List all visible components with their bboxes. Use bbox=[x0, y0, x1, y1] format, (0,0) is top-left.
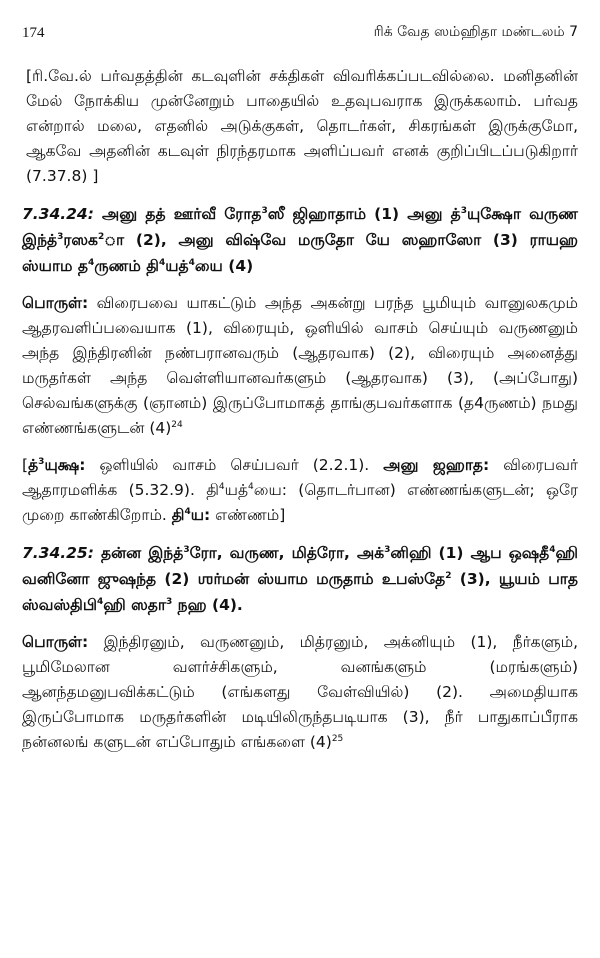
verse-number: 7.34.24: bbox=[22, 205, 94, 223]
meaning-label: பொருள்: bbox=[22, 633, 89, 651]
verse-text: ரோ, வருண, மித்ரோ, அக் bbox=[189, 544, 385, 562]
term-text: த் bbox=[28, 456, 39, 474]
verse-number: 7.34.25: bbox=[22, 544, 94, 562]
verse-text: அனு தத் ஊர்வீ ரோத bbox=[93, 205, 262, 223]
note-text: ஒளியில் வாசம் செய்பவர் (2.2.1). bbox=[85, 456, 384, 474]
superscript: 3 bbox=[460, 205, 467, 216]
verse-text: நஹ (4). bbox=[172, 596, 243, 614]
verse-text: ஸீ ஜிஹாதாம் (1) அனு த் bbox=[267, 205, 461, 223]
verse-text: ா (2), அனு விஷ்வே மருதோ யே ஸஹாஸோ (3) ராயஹ ஸ்யாம த bbox=[22, 231, 578, 275]
superscript: 3 bbox=[183, 544, 190, 555]
term bbox=[172, 506, 210, 524]
meaning-text: விரைபவை யாகட்டும் அந்த அகன்று பரந்த பூமியும் வானுலகமும் ஆதரவளிப்பவையாக (1), விரையும், ஒளியில் வாசம் செய்யும் வருணனும் அந்த இந்திரனின் நண்பரானவரும் (ஆதரவாக) (2), விரையும் அனைத்து மருதர்கள் அந்த வெள்ளியானவர்களும் (ஆதரவாக) (3), (அப்போது) செல்வங்களுக்கு (ஞானம்) இருப்போமாகத் தாங்குபவர்களாக (த4ருணம்) நமது எண்ணங்களுடன் (4) bbox=[22, 294, 578, 437]
superscript: 3 bbox=[57, 231, 64, 242]
superscript: 4 bbox=[218, 481, 225, 492]
verse-text: யத் bbox=[165, 257, 189, 275]
page-header bbox=[22, 20, 578, 46]
superscript: 2 bbox=[97, 231, 105, 242]
commentary-paragraph: [ரி.வே.ல் பர்வதத்தின் கடவுளின் சக்திகள் விவரிக்கப்படவில்லை. மனிதனின் மேல் நோக்கிய முன்னேறும் பாதையில் உதவுபவராக இருக்கலாம். பர்வத என்றால் மலை, எதனில் அடுக்குகள், தொடர்கள், சிகரங்கள் இருக்குமோ, ஆகவே அதனின் கடவுள் நிரந்தரமாக அளிப்பவர் எனக் குறிப்பிடப்படுகிறார் (7.37.8) ] bbox=[26, 67, 578, 185]
term-text: ய: bbox=[190, 506, 211, 524]
superscript: 4 bbox=[549, 544, 556, 555]
page-number: 174 bbox=[22, 24, 45, 41]
superscript: 4 bbox=[188, 257, 195, 268]
term: அனு ஜஹாத: bbox=[383, 456, 490, 474]
verse-text: (3), யூயம் பாத ஸ்வஸ்திபி bbox=[22, 570, 578, 614]
term bbox=[28, 456, 85, 474]
verse-text: யுக்ஷோ வருண இந்த் bbox=[22, 205, 578, 249]
verse-text: ரஸக bbox=[63, 231, 98, 249]
note-text: விரைபவர் ஆதாரமளிக்க (5.32.9). தி bbox=[22, 456, 579, 499]
page-body bbox=[22, 64, 578, 767]
verse-7-34-25 bbox=[22, 540, 578, 618]
note-text: யத் bbox=[224, 481, 249, 499]
footnote-marker: 25 bbox=[331, 733, 344, 744]
note-7-34-24 bbox=[22, 453, 578, 528]
meaning-7-34-25 bbox=[22, 630, 578, 755]
superscript: 4 bbox=[184, 506, 191, 517]
superscript: 4 bbox=[88, 257, 95, 268]
superscript: 4 bbox=[158, 257, 166, 268]
meaning-7-34-24 bbox=[22, 291, 578, 441]
note-text: எண்ணம்] bbox=[210, 506, 286, 524]
superscript: 3 bbox=[261, 205, 268, 216]
superscript: 3 bbox=[384, 544, 391, 555]
footnote-marker: 24 bbox=[171, 419, 183, 430]
verse-text: னிஹி (1) ஆப ஒஷதீ bbox=[390, 544, 550, 562]
note-text: யை: (தொடர்பான) எண்ணங்களுடன்; ஒரே முறை காண்கிறோம். bbox=[22, 481, 578, 524]
verse-text: ருணம் தி bbox=[94, 257, 159, 275]
superscript: 4 bbox=[248, 481, 254, 492]
superscript: 3 bbox=[165, 596, 173, 607]
verse-text: ஹி ஸதா bbox=[103, 596, 166, 614]
verse-7-34-24 bbox=[22, 201, 578, 279]
superscript: 4 bbox=[96, 596, 104, 607]
verse-text: ஹி வனினோ ஜுஷந்த (2) ஶர்மன் ஸ்யாம மருதாம் உபஸ்தே bbox=[22, 544, 578, 588]
term-text: யுக்ஷ: bbox=[44, 456, 86, 474]
verse-text: தன்ன இந்த் bbox=[93, 544, 184, 562]
meaning-label: பொருள்: bbox=[22, 294, 89, 312]
running-title: ரிக் வேத ஸம்ஹிதா மண்டலம் 7 bbox=[373, 24, 578, 40]
bracket: [ bbox=[22, 456, 29, 474]
verse-text: யை (4) bbox=[194, 257, 254, 275]
term-text: தி bbox=[171, 506, 185, 524]
superscript: 2 bbox=[445, 570, 452, 581]
superscript: 3 bbox=[38, 456, 45, 467]
meaning-text: இந்திரனும், வருணனும், மித்ரனும், அக்னியும் (1), நீர்களும், பூமிமேலான வளர்ச்சிகளும், வனங்களும் (மரங்களும்) ஆனந்தமனுபவிக்கட்டும் (எங்களது வேள்வியில்) (2). அமைதியாக இருப்போமாக மருதர்களின் மடியிலிருந்தபடியாக (3), நீர் பாதுகாப்பீராக நன்னலங் களுடன் எப்போதும் எங்களை (4) bbox=[22, 633, 578, 751]
